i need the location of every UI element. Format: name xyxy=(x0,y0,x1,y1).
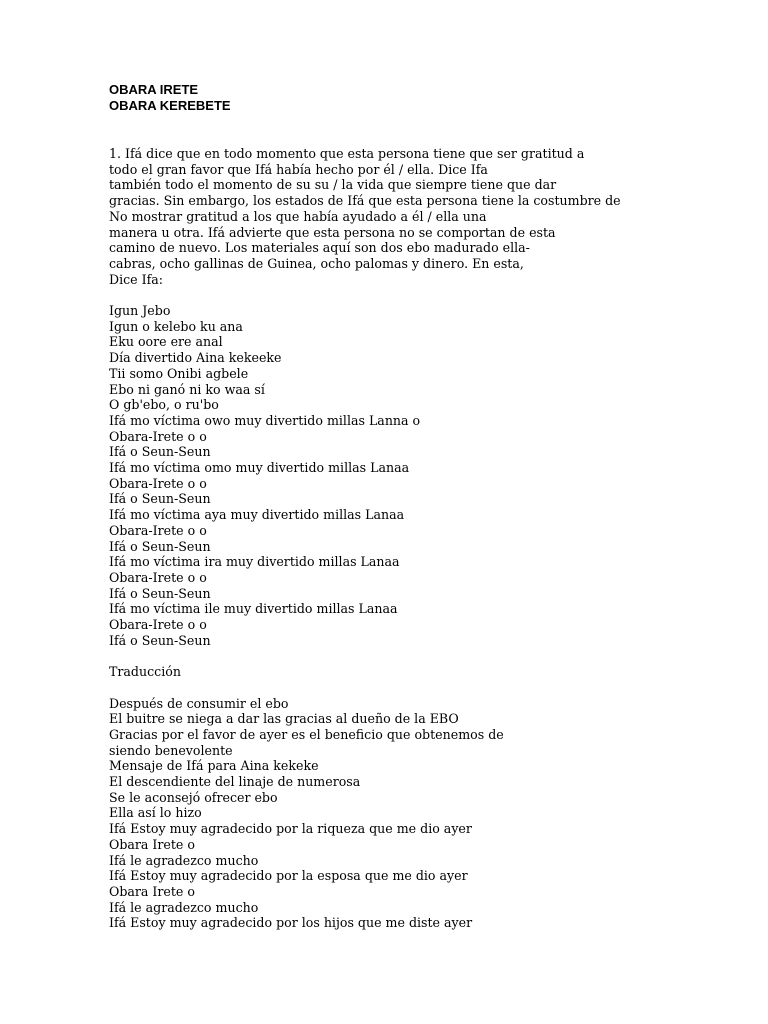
verse-line: Ifá o Seun-Seun xyxy=(109,585,211,601)
translation-line: Ifá le agradezco mucho xyxy=(109,852,259,868)
translation-line: Gracias por el favor de ayer es el beneficio que obtenemos de xyxy=(109,726,504,742)
translation-block xyxy=(109,696,749,932)
paragraph-line: 1. Ifá dice que en todo momento que esta persona tiene que ser gratitud a xyxy=(109,146,585,161)
verse-line: Ifá mo víctima ira muy divertido millas Lanaa xyxy=(109,554,400,570)
verse-line: O gb'ebo, o ru'bo xyxy=(109,397,219,413)
verse-line: Obara-Irete o o xyxy=(109,428,207,444)
translation-line: Ifá Estoy muy agradecido por la riqueza que me dio ayer xyxy=(109,821,472,837)
verse-line: Ifá o Seun-Seun xyxy=(109,538,211,554)
spacer xyxy=(109,648,749,664)
verse-line: Ifá o Seun-Seun xyxy=(109,491,211,507)
translation-line: Se le aconsejó ofrecer ebo xyxy=(109,789,278,805)
translation-line: Ifá le agradezco mucho xyxy=(109,899,259,915)
translation-line: siendo benevolente xyxy=(109,742,233,758)
verse-block xyxy=(109,303,749,648)
spacer xyxy=(109,680,749,696)
translation-line: El buitre se niega a dar las gracias al dueño de la EBO xyxy=(109,711,459,727)
paragraph-line: No mostrar gratitud a los que había ayudado a él / ella una xyxy=(109,208,487,224)
verse-line: Eku oore ere anal xyxy=(109,334,223,350)
paragraph-line: cabras, ocho gallinas de Guinea, ocho palomas y dinero. En esta, xyxy=(109,255,524,271)
paragraph-line: también todo el momento de su su / la vida que siempre tiene que dar xyxy=(109,177,557,193)
document-body xyxy=(109,146,749,931)
paragraph-block xyxy=(109,146,749,287)
paragraph-line: todo el gran favor que Ifá había hecho por él / ella. Dice Ifa xyxy=(109,161,488,177)
translation-line: Ifá Estoy muy agradecido por la esposa que me dio ayer xyxy=(109,868,468,884)
document-heading xyxy=(109,82,231,114)
verse-line: Ifá mo víctima owo muy divertido millas Lanna o xyxy=(109,412,421,428)
translation-line: Mensaje de Ifá para Aina kekeke xyxy=(109,758,319,774)
translation-heading-block xyxy=(109,664,749,680)
verse-line: Obara-Irete o o xyxy=(109,617,207,633)
paragraph-line: gracias. Sin embargo, los estados de Ifá que esta persona tiene la costumbre de xyxy=(109,193,621,209)
verse-line: Ifá mo víctima aya muy divertido millas Lanaa xyxy=(109,507,405,523)
verse-line: Igun Jebo xyxy=(109,303,171,319)
verse-line: Obara-Irete o o xyxy=(109,475,207,491)
translation-line: Ifá Estoy muy agradecido por los hijos que me diste ayer xyxy=(109,915,473,931)
translation-line: Obara Irete o xyxy=(109,836,195,852)
paragraph-line: camino de nuevo. Los materiales aquí son dos ebo madurado ella- xyxy=(109,240,530,256)
verse-line: Ifá o Seun-Seun xyxy=(109,444,211,460)
spacer xyxy=(109,287,749,303)
verse-line: Obara-Irete o o xyxy=(109,569,207,585)
translation-line: El descendiente del linaje de numerosa xyxy=(109,774,361,790)
verse-line: Obara-Irete o o xyxy=(109,522,207,538)
paragraph-line: manera u otra. Ifá advierte que esta persona no se comportan de esta xyxy=(109,224,556,240)
verse-line: Igun o kelebo ku ana xyxy=(109,318,243,334)
paragraph-line: Dice Ifa: xyxy=(109,271,164,287)
verse-line: Ifá o Seun-Seun xyxy=(109,632,211,648)
title-line-2: OBARA KEREBETE xyxy=(109,98,231,113)
verse-line: Tii somo Onibi agbele xyxy=(109,365,249,381)
verse-line: Ebo ni ganó ni ko waa sí xyxy=(109,381,265,397)
title-line-1: OBARA IRETE xyxy=(109,82,199,97)
verse-line: Ifá mo víctima omo muy divertido millas Lanaa xyxy=(109,460,410,476)
translation-heading: Traducción xyxy=(109,664,181,680)
translation-line: Obara Irete o xyxy=(109,884,195,899)
translation-line: Ella así lo hizo xyxy=(109,805,202,821)
verse-line: Ifá mo víctima ile muy divertido millas Lanaa xyxy=(109,601,398,617)
translation-line: Después de consumir el ebo xyxy=(109,695,289,711)
verse-line: Día divertido Aina kekeeke xyxy=(109,350,282,366)
